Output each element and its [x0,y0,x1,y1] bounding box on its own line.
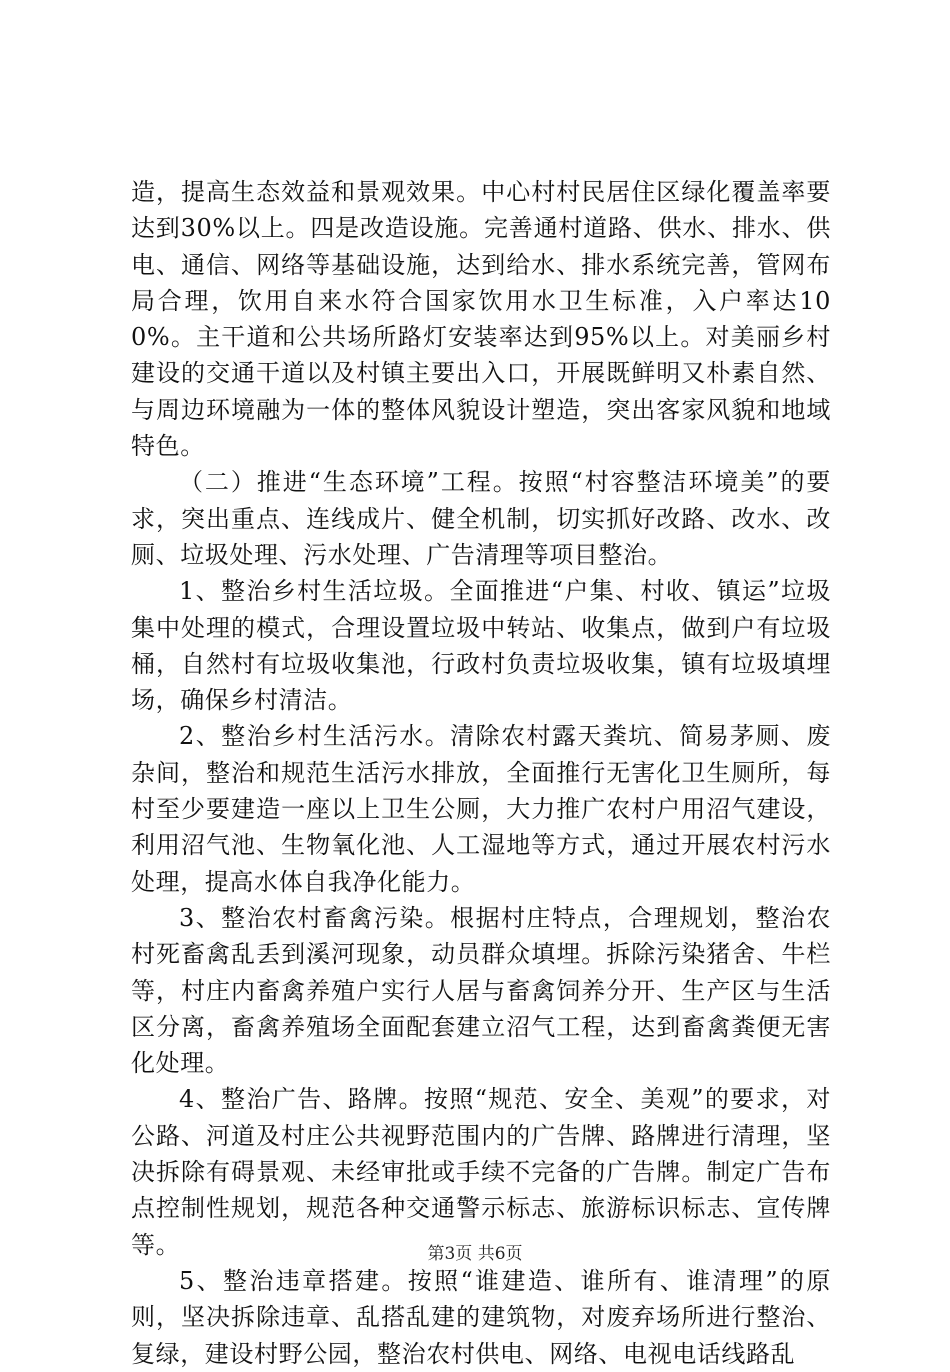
paragraph-continued: 造，提高生态效益和景观效果。中心村村民居住区绿化覆盖率要达到30%以上。四是改造设施。完善通村道路、供水、排水、供电、通信、网络等基础设施，达到给水、排水系统完善，管网布局合理，饮用自来水符合国家饮用水卫生标准，入户率达100%。主干道和公共场所路灯安装率达到95%以上。对美丽乡村建设的交通干道以及村镇主要出入口，开展既鲜明又朴素自然、与周边环境融为一体的整体风貌设计塑造，突出客家风貌和地域特色。 [131,178,831,461]
paragraph-item-1: 1、整治乡村生活垃圾。全面推进“户集、村收、镇运”垃圾集中处理的模式，合理设置垃圾中转站、收集点，做到户有垃圾桶，自然村有垃圾收集池，行政村负责垃圾收集，镇有垃圾填埋场，确保乡村清洁。 [131,577,831,715]
paragraph-item-3: 3、整治农村畜禽污染。根据村庄特点，合理规划，整治农村死畜禽乱丢到溪河现象，动员群众填埋。拆除污染猪舍、牛栏等，村庄内畜禽养殖户实行人居与畜禽饲养分开、生产区与生活区分离，畜禽养殖场全面配套建立沼气工程，达到畜禽粪便无害化处理。 [131,903,831,1078]
paragraph-item-2: 2、整治乡村生活污水。清除农村露天粪坑、简易茅厕、废杂间，整治和规范生活污水排放，全面推行无害化卫生厕所，每村至少要建造一座以上卫生公厕，大力推广农村户用沼气建设，利用沼气池、生物氧化池、人工湿地等方式，通过开展农村污水处理，提高水体自我净化能力。 [131,722,831,896]
paragraph-item-4: 4、整治广告、路牌。按照“规范、安全、美观”的要求，对公路、河道及村庄公共视野范围内的广告牌、路牌进行清理，坚决拆除有碍景观、未经审批或手续不完备的广告牌。制定广告布点控制性规划，规范各种交通警示标志、旅游标识标志、宣传牌等。 [131,1085,831,1259]
section-heading-paragraph: （二）推进“生态环境”工程。按照“村容整洁环境美”的要求，突出重点、连线成片、健全机制，切实抓好改路、改水、改厕、垃圾处理、污水处理、广告清理等项目整治。 [131,468,831,569]
page-number-footer: 第3页 共6页 [427,1244,523,1264]
document-body [131,174,831,1372]
paragraph-item-5: 5、整治违章搭建。按照“谁建造、谁所有、谁清理”的原则，坚决拆除违章、乱搭乱建的建筑物，对废弃场所进行整治、复绿，建设村野公园，整治农村供电、网络、电视电话线路乱 [131,1266,831,1368]
